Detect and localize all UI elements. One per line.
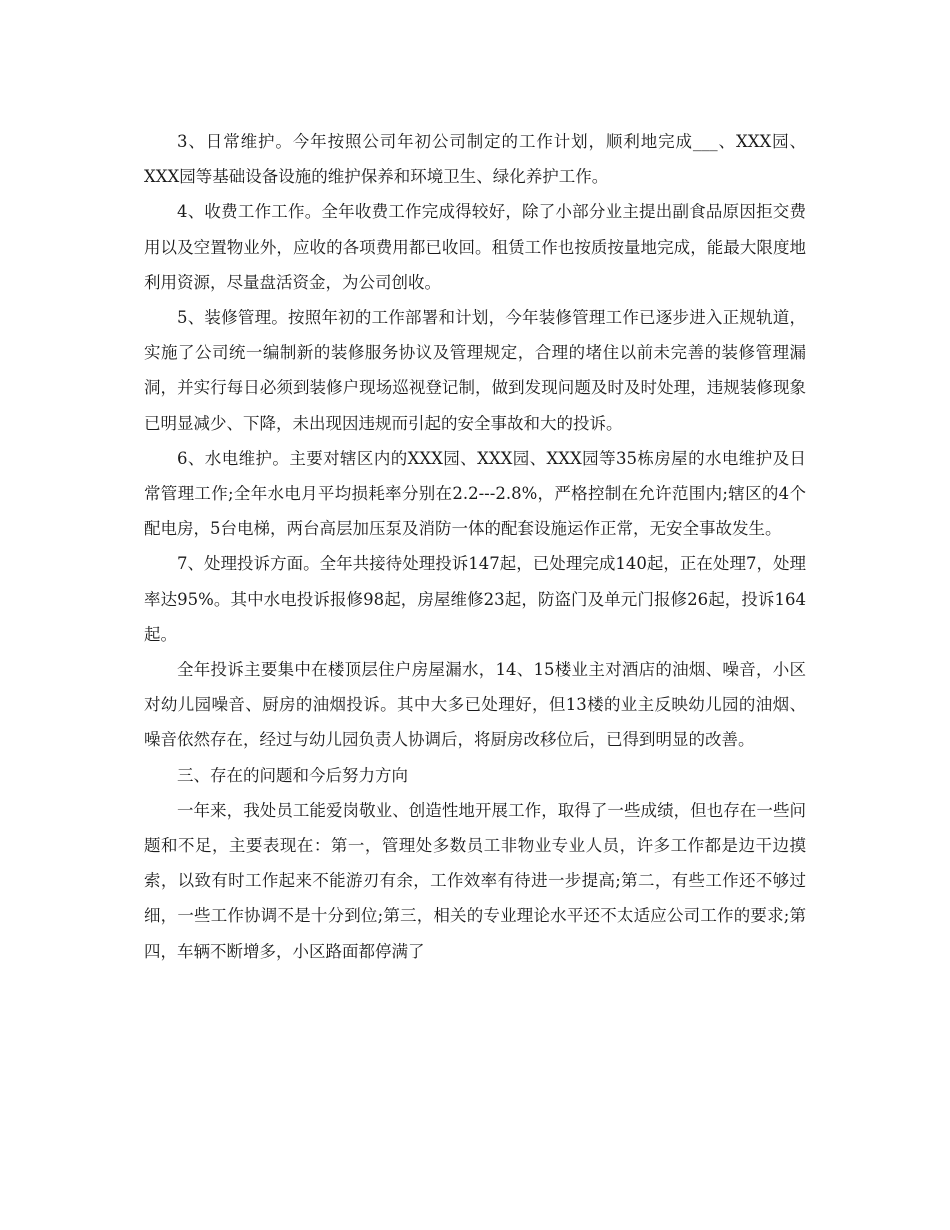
paragraph-water-electric-maintenance: 6、水电维护。主要对辖区内的XXX园、XXX园、XXX园等35栋房屋的水电维护及日常管理工作;全年水电月平均损耗率分别在2.2---2.8%，严格控制在允许范围内;辖区的4个配电房，5台电梯，两台高层加压泵及消防一体的配套设施运作正常，无安全事故发生。	[144, 448, 806, 539]
paragraph-renovation-management: 5、装修管理。按照年初的工作部署和计划，今年装修管理工作已逐步进入正规轨道，实施了公司统一编制新的装修服务协议及管理规定，合理的堵住以前未完善的装修管理漏洞，并实行每日必须到装修户现场巡视登记制，做到发现问题及时及时处理，违规装修现象已明显减少、下降，未出现因违规而引起的安全事故和大的投诉。	[144, 308, 806, 433]
paragraph-daily-maintenance: 3、日常维护。今年按照公司年初公司制定的工作计划，顺利地完成___、XXX园、XXX园等基础设备设施的维护保养和环境卫生、绿化养护工作。	[144, 132, 806, 187]
paragraph-complaint-summary: 全年投诉主要集中在楼顶层住户房屋漏水，14、15楼业主对酒店的油烟、噪音，小区对幼儿园噪音、厨房的油烟投诉。其中大多已处理好，但13楼的业主反映幼儿园的油烟、噪音依然存在，经过与幼儿园负责人协调后，将厨房改移位后，已得到明显的改善。	[144, 660, 806, 750]
paragraph-problems-detail: 一年来，我处员工能爱岗敬业、创造性地开展工作，取得了一些成绩，但也存在一些问题和不足，主要表现在：第一，管理处多数员工非物业专业人员，许多工作都是边干边摸索，以致有时工作起来不能游刃有余，工作效率有待进一步提高;第二，有些工作还不够过细，一些工作协调不是十分到位;第三，相关的专业理论水平还不太适应公司工作的要求;第四，车辆不断增多，小区路面都停满了	[144, 800, 806, 961]
section-heading-problems: 三、存在的问题和今后努力方向	[177, 765, 408, 785]
paragraph-complaint-handling: 7、处理投诉方面。全年共接待处理投诉147起，已处理完成140起，正在处理7，处理率达95%。其中水电投诉报修98起，房屋维修23起，防盗门及单元门报修26起，投诉164起。	[144, 554, 806, 644]
paragraph-fee-collection: 4、收费工作工作。全年收费工作完成得较好，除了小部分业主提出副食品原因拒交费用以及空置物业外，应收的各项费用都已收回。租赁工作也按质按量地完成，能最大限度地利用资源，尽量盘活资金，为公司创收。	[144, 202, 806, 292]
